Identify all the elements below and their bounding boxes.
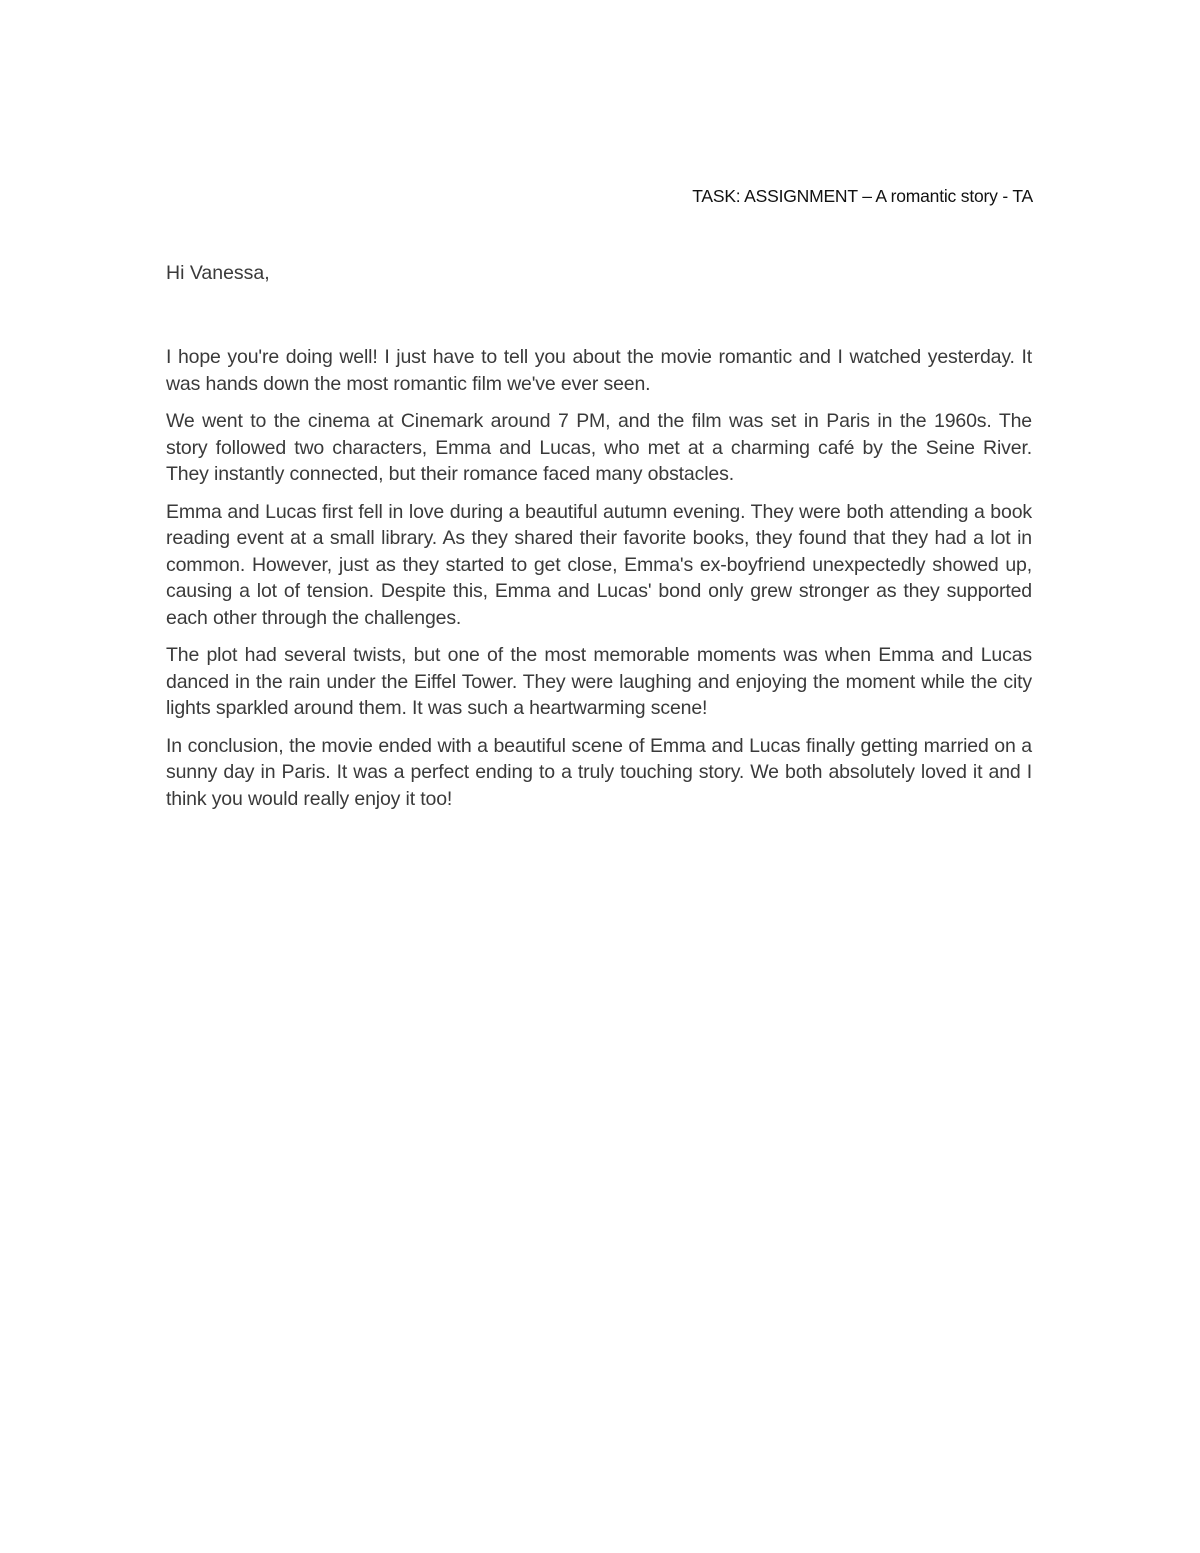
greeting: Hi Vanessa, [166,262,270,284]
letter-body [166,344,1032,823]
paragraph: We went to the cinema at Cinemark around 7 PM, and the film was set in Paris in the 1960s. The story followed two characters, Emma and Lucas, who met at a charming café by the Seine River. They instantly connected, but their romance faced many obstacles. [166,410,1032,485]
paragraph: The plot had several twists, but one of the most memorable moments was when Emma and Lucas danced in the rain under the Eiffel Tower. They were laughing and enjoying the moment while the city lights sparkled around them. It was such a heartwarming scene! [166,644,1032,719]
paragraph: Emma and Lucas first fell in love during a beautiful autumn evening. They were both attending a book reading event at a small library. As they shared their favorite books, they found that they had a lot in common. However, just as they started to get close, Emma's ex-boyfriend unexpectedly showed up, causing a lot of tension. Despite this, Emma and Lucas' bond only grew stronger as they supported each other through the challenges. [166,500,1032,629]
paragraph: I hope you're doing well! I just have to tell you about the movie romantic and I watched yesterday. It was hands down the most romantic film we've ever seen. [166,346,1032,395]
task-header: TASK: ASSIGNMENT – A romantic story - TA [692,186,1033,206]
paragraph: In conclusion, the movie ended with a beautiful scene of Emma and Lucas finally getting married on a sunny day in Paris. It was a perfect ending to a truly touching story. We both absolutely loved it and I think you would really enjoy it too! [166,734,1032,810]
